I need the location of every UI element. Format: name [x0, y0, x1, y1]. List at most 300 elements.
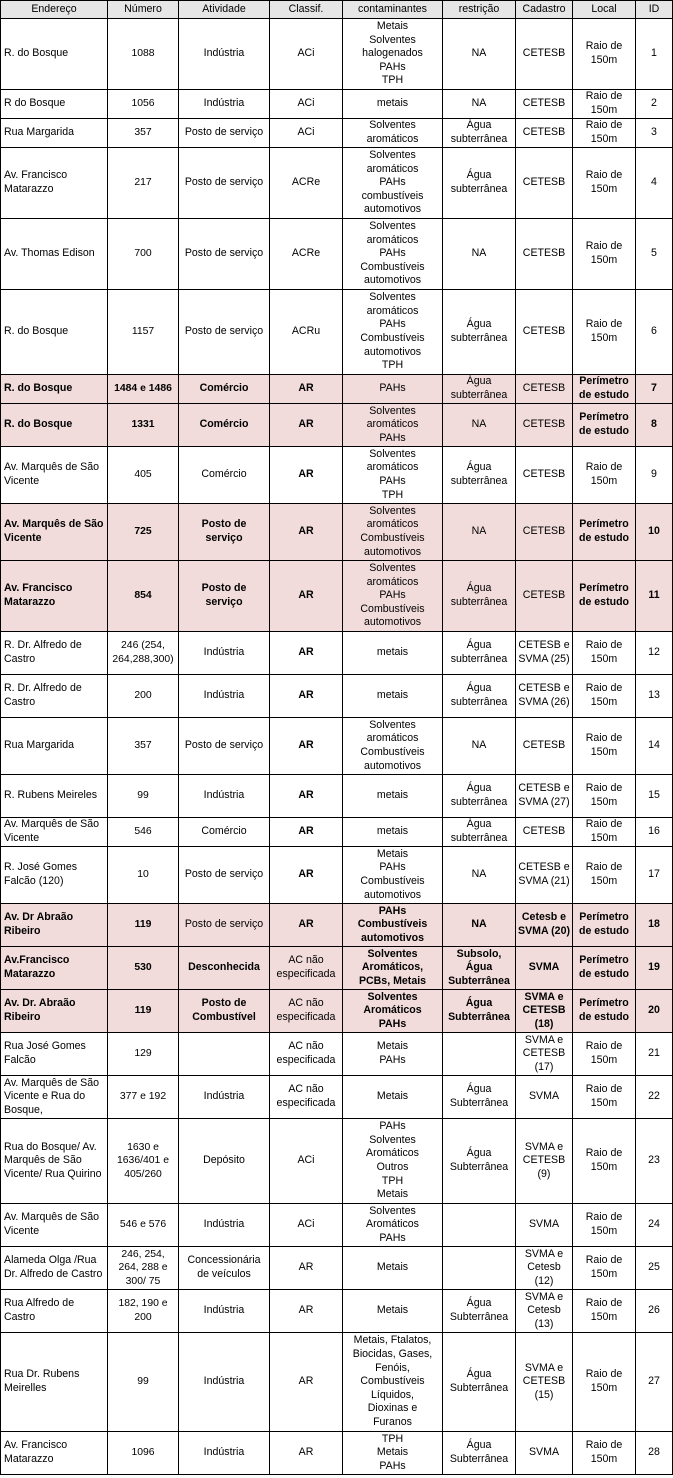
number-cell: 405	[108, 447, 179, 504]
classification-cell: AR	[270, 818, 343, 847]
id-cell: 12	[636, 632, 673, 675]
restriction-cell: Água Subterrânea	[443, 1290, 516, 1333]
number-cell: 1157	[108, 290, 179, 375]
activity-cell: Comércio	[179, 375, 270, 404]
address-cell: R. Dr. Alfredo de Castro	[1, 632, 108, 675]
id-cell: 11	[636, 561, 673, 632]
address-cell: R do Bosque	[1, 90, 108, 119]
location-cell: Raio de 150m	[573, 290, 636, 375]
classification-cell: ACi	[270, 1204, 343, 1247]
address-cell: Av. Thomas Edison	[1, 219, 108, 290]
activity-cell: Indústria	[179, 90, 270, 119]
classification-cell: AR	[270, 1290, 343, 1333]
number-cell: 1088	[108, 19, 179, 90]
registry-cell: CETESB	[516, 818, 573, 847]
location-cell: Raio de 150m	[573, 675, 636, 718]
id-cell: 7	[636, 375, 673, 404]
contaminants-cell	[343, 19, 443, 90]
id-cell: 1	[636, 19, 673, 90]
table-row	[1, 1076, 673, 1119]
location-cell: Raio de 150m	[573, 1432, 636, 1475]
contaminant-line: Solventes	[369, 1204, 416, 1217]
location-cell: Raio de 150m	[573, 1333, 636, 1432]
location-cell: Raio de 150m	[573, 718, 636, 775]
restriction-cell: Água subterrânea	[443, 375, 516, 404]
table-row	[1, 675, 673, 718]
contaminant-line: Aromáticos,	[361, 961, 424, 974]
activity-cell: Posto de serviço	[179, 119, 270, 148]
address-cell: R. do Bosque	[1, 290, 108, 375]
contaminant-line: PAHs	[379, 382, 406, 395]
contaminants-cell	[343, 775, 443, 818]
restriction-cell: Água Subterrânea	[443, 1333, 516, 1432]
number-cell: 725	[108, 504, 179, 561]
contaminant-line: halogenados	[362, 47, 423, 60]
contaminant-line: PAHs	[379, 1231, 406, 1244]
activity-cell: Comércio	[179, 404, 270, 447]
number-cell: 200	[108, 675, 179, 718]
contaminant-line: Solventes	[369, 291, 416, 304]
number-cell: 99	[108, 1333, 179, 1432]
contaminant-line: Combustíveis	[357, 918, 428, 931]
address-cell: R. do Bosque	[1, 19, 108, 90]
registry-cell: SVMA e CETESB (9)	[516, 1119, 573, 1204]
contaminant-line: Aromáticos	[366, 1147, 419, 1160]
contaminant-line: automotivos	[363, 616, 422, 629]
classification-cell: AR	[270, 375, 343, 404]
table-row	[1, 219, 673, 290]
contaminant-line: Combustíveis	[360, 1375, 425, 1388]
classification-cell: AC não especificada	[270, 990, 343, 1033]
contaminant-line: aromáticos	[366, 304, 419, 317]
contaminant-line: Dioxinas e	[367, 1402, 418, 1415]
location-cell: Raio de 150m	[573, 775, 636, 818]
address-cell: Av.Francisco Matarazzo	[1, 947, 108, 990]
classification-cell: ACi	[270, 119, 343, 148]
table-row	[1, 1333, 673, 1432]
location-cell: Raio de 150m	[573, 219, 636, 290]
restriction-cell: NA	[443, 504, 516, 561]
activity-cell: Indústria	[179, 1333, 270, 1432]
contaminant-line: Metais	[376, 1446, 409, 1459]
contaminant-line: PAHs	[379, 589, 406, 602]
contaminant-line: automotivos	[363, 274, 422, 287]
header-numero: Número	[108, 1, 179, 19]
table-row	[1, 447, 673, 504]
contaminant-line: combustíveis	[361, 189, 424, 202]
registry-cell: CETESB	[516, 290, 573, 375]
table-row	[1, 847, 673, 904]
registry-cell: SVMA e CETESB (15)	[516, 1333, 573, 1432]
contaminant-line: PAHs	[379, 318, 406, 331]
restriction-cell: Água Subterrânea	[443, 1076, 516, 1119]
address-cell: Av. Marquês de São Vicente	[1, 818, 108, 847]
header-atividade: Atividade	[179, 1, 270, 19]
table-row	[1, 148, 673, 219]
number-cell: 854	[108, 561, 179, 632]
activity-cell: Posto de Combustível	[179, 990, 270, 1033]
address-cell: Rua Margarida	[1, 718, 108, 775]
restriction-cell: Água subterrânea	[443, 818, 516, 847]
header-id: ID	[636, 1, 673, 19]
activity-cell	[179, 1033, 270, 1076]
restriction-cell: Água Subterrânea	[443, 1119, 516, 1204]
contaminant-line: Combustíveis	[360, 602, 425, 615]
location-cell: Raio de 150m	[573, 19, 636, 90]
contaminant-line: Solventes	[369, 718, 416, 731]
contaminants-cell	[343, 990, 443, 1033]
registry-cell: SVMA e CETESB (17)	[516, 1033, 573, 1076]
restriction-cell: NA	[443, 404, 516, 447]
classification-cell: AR	[270, 561, 343, 632]
classification-cell: ACi	[270, 90, 343, 119]
number-cell: 119	[108, 904, 179, 947]
classification-cell: AR	[270, 1247, 343, 1290]
classification-cell: AR	[270, 632, 343, 675]
restriction-cell: NA	[443, 19, 516, 90]
number-cell: 246, 254, 264, 288 e 300/ 75	[108, 1247, 179, 1290]
location-cell: Raio de 150m	[573, 632, 636, 675]
contaminant-line: Metais	[376, 20, 409, 33]
table-row	[1, 1432, 673, 1475]
number-cell: 246 (254, 264,288,300)	[108, 632, 179, 675]
id-cell: 4	[636, 148, 673, 219]
activity-cell: Indústria	[179, 632, 270, 675]
activity-cell: Posto de serviço	[179, 219, 270, 290]
contaminants-cell	[343, 1333, 443, 1432]
contaminant-line: Combustíveis	[360, 260, 425, 273]
table-row	[1, 1033, 673, 1076]
restriction-cell: Água Subterrânea	[443, 1432, 516, 1475]
contaminant-line: Solventes	[369, 33, 416, 46]
activity-cell: Indústria	[179, 1076, 270, 1119]
header-contaminantes: contaminantes	[343, 1, 443, 19]
contaminants-cell	[343, 632, 443, 675]
registry-cell: CETESB	[516, 504, 573, 561]
registry-cell: SVMA	[516, 947, 573, 990]
contaminants-cell	[343, 404, 443, 447]
contaminant-line: Combustíveis	[360, 532, 425, 544]
location-cell: Raio de 150m	[573, 1204, 636, 1247]
contaminant-line: Metais	[376, 1090, 409, 1103]
address-cell: Av. Francisco Matarazzo	[1, 148, 108, 219]
table-row	[1, 718, 673, 775]
contaminant-line: PAHs	[379, 861, 406, 874]
activity-cell: Comércio	[179, 818, 270, 847]
table-row	[1, 1119, 673, 1204]
contaminant-line: aromáticos	[366, 418, 419, 431]
location-cell: Raio de 150m	[573, 1247, 636, 1290]
registry-cell: CETESB	[516, 219, 573, 290]
number-cell: 377 e 192	[108, 1076, 179, 1119]
activity-cell: Indústria	[179, 1204, 270, 1247]
classification-cell: AC não especificada	[270, 1076, 343, 1119]
number-cell: 530	[108, 947, 179, 990]
classification-cell: ACi	[270, 1119, 343, 1204]
table-row	[1, 290, 673, 375]
header-local: Local	[573, 1, 636, 19]
contaminant-line: Solventes	[369, 404, 416, 417]
classification-cell: AR	[270, 1333, 343, 1432]
contaminant-line: Outros	[376, 1161, 409, 1173]
contaminant-line: automotivos	[363, 545, 422, 558]
number-cell: 217	[108, 148, 179, 219]
location-cell: Raio de 150m	[573, 1119, 636, 1204]
classification-cell: AR	[270, 675, 343, 718]
header-classif: Classif.	[270, 1, 343, 19]
number-cell: 1056	[108, 90, 179, 119]
contaminants-cell	[343, 148, 443, 219]
restriction-cell: Água Subterrânea	[443, 990, 516, 1033]
id-cell: 27	[636, 1333, 673, 1432]
location-cell: Perímetro de estudo	[573, 375, 636, 404]
address-cell: R. Rubens Meireles	[1, 775, 108, 818]
header-cadastro: Cadastro	[516, 1, 573, 19]
contaminant-line: Solventes	[369, 220, 416, 233]
activity-cell: Posto de serviço	[179, 847, 270, 904]
registry-cell: CETESB	[516, 119, 573, 148]
contaminant-line: Metais	[376, 1188, 409, 1201]
activity-cell: Posto de serviço	[179, 148, 270, 219]
activity-cell: Desconhecida	[179, 947, 270, 990]
number-cell: 700	[108, 219, 179, 290]
id-cell: 25	[636, 1247, 673, 1290]
restriction-cell: Subsolo, Água Subterrânea	[443, 947, 516, 990]
contaminant-line: Solventes	[369, 149, 416, 162]
address-cell: Av. Marquês de São Vicente	[1, 1204, 108, 1247]
activity-cell: Posto de serviço	[179, 290, 270, 375]
table-row	[1, 504, 673, 561]
restriction-cell	[443, 1247, 516, 1290]
contaminant-line: aromáticos	[366, 518, 419, 531]
contaminants-cell	[343, 447, 443, 504]
registry-cell: CETESB e SVMA (25)	[516, 632, 573, 675]
table-body	[1, 19, 673, 1475]
contaminant-line: Solventes	[369, 447, 416, 460]
restriction-cell: Água subterrânea	[443, 632, 516, 675]
contaminant-line: metais	[376, 789, 409, 802]
location-cell: Raio de 150m	[573, 847, 636, 904]
classification-cell: AR	[270, 404, 343, 447]
restriction-cell	[443, 1033, 516, 1076]
classification-cell: ACRu	[270, 290, 343, 375]
classification-cell: AR	[270, 847, 343, 904]
address-cell: Av. Francisco Matarazzo	[1, 561, 108, 632]
contaminant-line: PAHs	[379, 431, 406, 444]
contaminant-line: Metais, Ftalatos,	[353, 1334, 432, 1347]
address-cell: R. do Bosque	[1, 404, 108, 447]
contaminant-line: automotivos	[363, 203, 422, 216]
contaminant-line: Metais	[376, 847, 409, 860]
contaminant-line: Solventes	[367, 947, 418, 960]
contaminant-line: TPH	[381, 488, 404, 501]
address-cell: Rua Dr. Rubens Meirelles	[1, 1333, 108, 1432]
number-cell: 10	[108, 847, 179, 904]
activity-cell: Indústria	[179, 775, 270, 818]
id-cell: 3	[636, 119, 673, 148]
classification-cell: ACRe	[270, 148, 343, 219]
header-row	[1, 1, 673, 19]
address-cell: Av. Dr Abraão Ribeiro	[1, 904, 108, 947]
number-cell: 119	[108, 990, 179, 1033]
number-cell: 357	[108, 718, 179, 775]
contaminants-cell	[343, 947, 443, 990]
contaminant-line: Combustíveis	[360, 332, 425, 344]
location-cell: Raio de 150m	[573, 90, 636, 119]
restriction-cell: Água subterrânea	[443, 675, 516, 718]
id-cell: 9	[636, 447, 673, 504]
contaminant-line: PAHs	[379, 1054, 406, 1066]
activity-cell: Indústria	[179, 675, 270, 718]
number-cell: 1484 e 1486	[108, 375, 179, 404]
registry-cell: CETESB	[516, 404, 573, 447]
activity-cell: Indústria	[179, 1432, 270, 1475]
contaminants-cell	[343, 1033, 443, 1076]
id-cell: 16	[636, 818, 673, 847]
header-endereco: Endereço	[1, 1, 108, 19]
contaminants-cell	[343, 1076, 443, 1119]
activity-cell: Posto de serviço	[179, 718, 270, 775]
activity-cell: Indústria	[179, 19, 270, 90]
location-cell: Raio de 150m	[573, 447, 636, 504]
address-cell: Rua Alfredo de Castro	[1, 1290, 108, 1333]
contaminant-line: PAHs	[379, 475, 406, 487]
registry-cell: SVMA	[516, 1076, 573, 1119]
contaminants-cell	[343, 119, 443, 148]
restriction-cell	[443, 1204, 516, 1247]
contaminant-line: metais	[376, 689, 409, 702]
restriction-cell: NA	[443, 219, 516, 290]
number-cell: 546	[108, 818, 179, 847]
address-cell: Av. Marquês de São Vicente e Rua do Bosque,	[1, 1076, 108, 1119]
table-row	[1, 632, 673, 675]
contaminant-line: Solventes	[367, 990, 418, 1003]
classification-cell: AR	[270, 718, 343, 775]
contaminant-line: Solventes	[369, 119, 416, 132]
id-cell: 18	[636, 904, 673, 947]
restriction-cell: NA	[443, 904, 516, 947]
number-cell: 357	[108, 119, 179, 148]
contaminant-line: metais	[376, 97, 409, 110]
number-cell: 182, 190 e 200	[108, 1290, 179, 1333]
registry-cell: SVMA e Cetesb (13)	[516, 1290, 573, 1333]
id-cell: 24	[636, 1204, 673, 1247]
registry-cell: SVMA	[516, 1432, 573, 1475]
registry-cell: Cetesb e SVMA (20)	[516, 904, 573, 947]
table-row	[1, 818, 673, 847]
table-row	[1, 775, 673, 818]
address-cell: Av. Francisco Matarazzo	[1, 1432, 108, 1475]
activity-cell: Depósito	[179, 1119, 270, 1204]
location-cell: Raio de 150m	[573, 818, 636, 847]
contaminants-cell	[343, 904, 443, 947]
header-restricao: restrição	[443, 1, 516, 19]
contaminants-cell	[343, 290, 443, 375]
contaminant-line: Aromáticos	[363, 1004, 422, 1017]
contaminant-line: PAHs	[378, 1017, 407, 1030]
number-cell: 129	[108, 1033, 179, 1076]
id-cell: 13	[636, 675, 673, 718]
id-cell: 26	[636, 1290, 673, 1333]
contaminant-line: aromáticos	[366, 575, 419, 588]
activity-cell: Comércio	[179, 447, 270, 504]
restriction-cell: Água subterrânea	[443, 290, 516, 375]
contaminants-cell	[343, 1204, 443, 1247]
registry-cell: CETESB e SVMA (21)	[516, 847, 573, 904]
contaminant-line: PAHs	[379, 176, 406, 189]
contaminants-cell	[343, 1432, 443, 1475]
contaminant-line: aromáticos	[366, 233, 419, 246]
id-cell: 6	[636, 290, 673, 375]
classification-cell: AR	[270, 447, 343, 504]
contaminant-line: automotivos	[363, 888, 422, 901]
location-cell: Raio de 150m	[573, 119, 636, 148]
table-row	[1, 1204, 673, 1247]
registry-cell: CETESB	[516, 19, 573, 90]
table-row	[1, 404, 673, 447]
contaminant-line: Furanos	[373, 1415, 412, 1428]
restriction-cell: Água subterrânea	[443, 148, 516, 219]
contaminant-line: Metais	[376, 1304, 409, 1317]
contaminant-line: Solventes	[369, 562, 416, 575]
contaminant-line: automotivos	[363, 345, 422, 358]
registry-cell: CETESB	[516, 718, 573, 775]
id-cell: 28	[636, 1432, 673, 1475]
classification-cell: AR	[270, 904, 343, 947]
contaminants-cell	[343, 1247, 443, 1290]
address-cell: Rua do Bosque/ Av. Marquês de São Vicente/ Rua Quirino	[1, 1119, 108, 1204]
id-cell: 17	[636, 847, 673, 904]
activity-cell: Indústria	[179, 1290, 270, 1333]
location-cell: Raio de 150m	[573, 1076, 636, 1119]
location-cell: Raio de 150m	[573, 148, 636, 219]
registry-cell: SVMA e Cetesb (12)	[516, 1247, 573, 1290]
contaminant-line: Aromáticos	[366, 1218, 419, 1231]
registry-cell: SVMA	[516, 1204, 573, 1247]
classification-cell: ACi	[270, 19, 343, 90]
contaminant-line: Metais	[376, 1040, 409, 1053]
contaminant-line: Metais	[376, 1261, 409, 1274]
registry-cell: SVMA e CETESB (18)	[516, 990, 573, 1033]
contaminant-line: aromáticos	[366, 732, 419, 745]
location-cell: Perímetro de estudo	[573, 904, 636, 947]
id-cell: 20	[636, 990, 673, 1033]
contaminants-cell	[343, 718, 443, 775]
registry-cell: CETESB e SVMA (26)	[516, 675, 573, 718]
id-cell: 5	[636, 219, 673, 290]
contaminant-line: Fenóis,	[375, 1361, 410, 1374]
contaminant-line: PAHs	[379, 1120, 406, 1133]
contaminant-line: automotivos	[363, 759, 422, 772]
location-cell: Perímetro de estudo	[573, 947, 636, 990]
id-cell: 15	[636, 775, 673, 818]
address-cell: R. Dr. Alfredo de Castro	[1, 675, 108, 718]
classification-cell: AR	[270, 775, 343, 818]
number-cell: 1630 e 1636/401 e 405/260	[108, 1119, 179, 1204]
table-row	[1, 990, 673, 1033]
table-row	[1, 561, 673, 632]
number-cell: 1096	[108, 1432, 179, 1475]
id-cell: 22	[636, 1076, 673, 1119]
restriction-cell: Água subterrânea	[443, 119, 516, 148]
restriction-cell: Água subterrânea	[443, 447, 516, 504]
contaminant-line: Combustíveis	[360, 875, 425, 887]
registry-cell: CETESB	[516, 90, 573, 119]
address-cell: R. do Bosque	[1, 375, 108, 404]
registry-cell: CETESB	[516, 375, 573, 404]
restriction-cell: NA	[443, 90, 516, 119]
contaminants-cell	[343, 219, 443, 290]
